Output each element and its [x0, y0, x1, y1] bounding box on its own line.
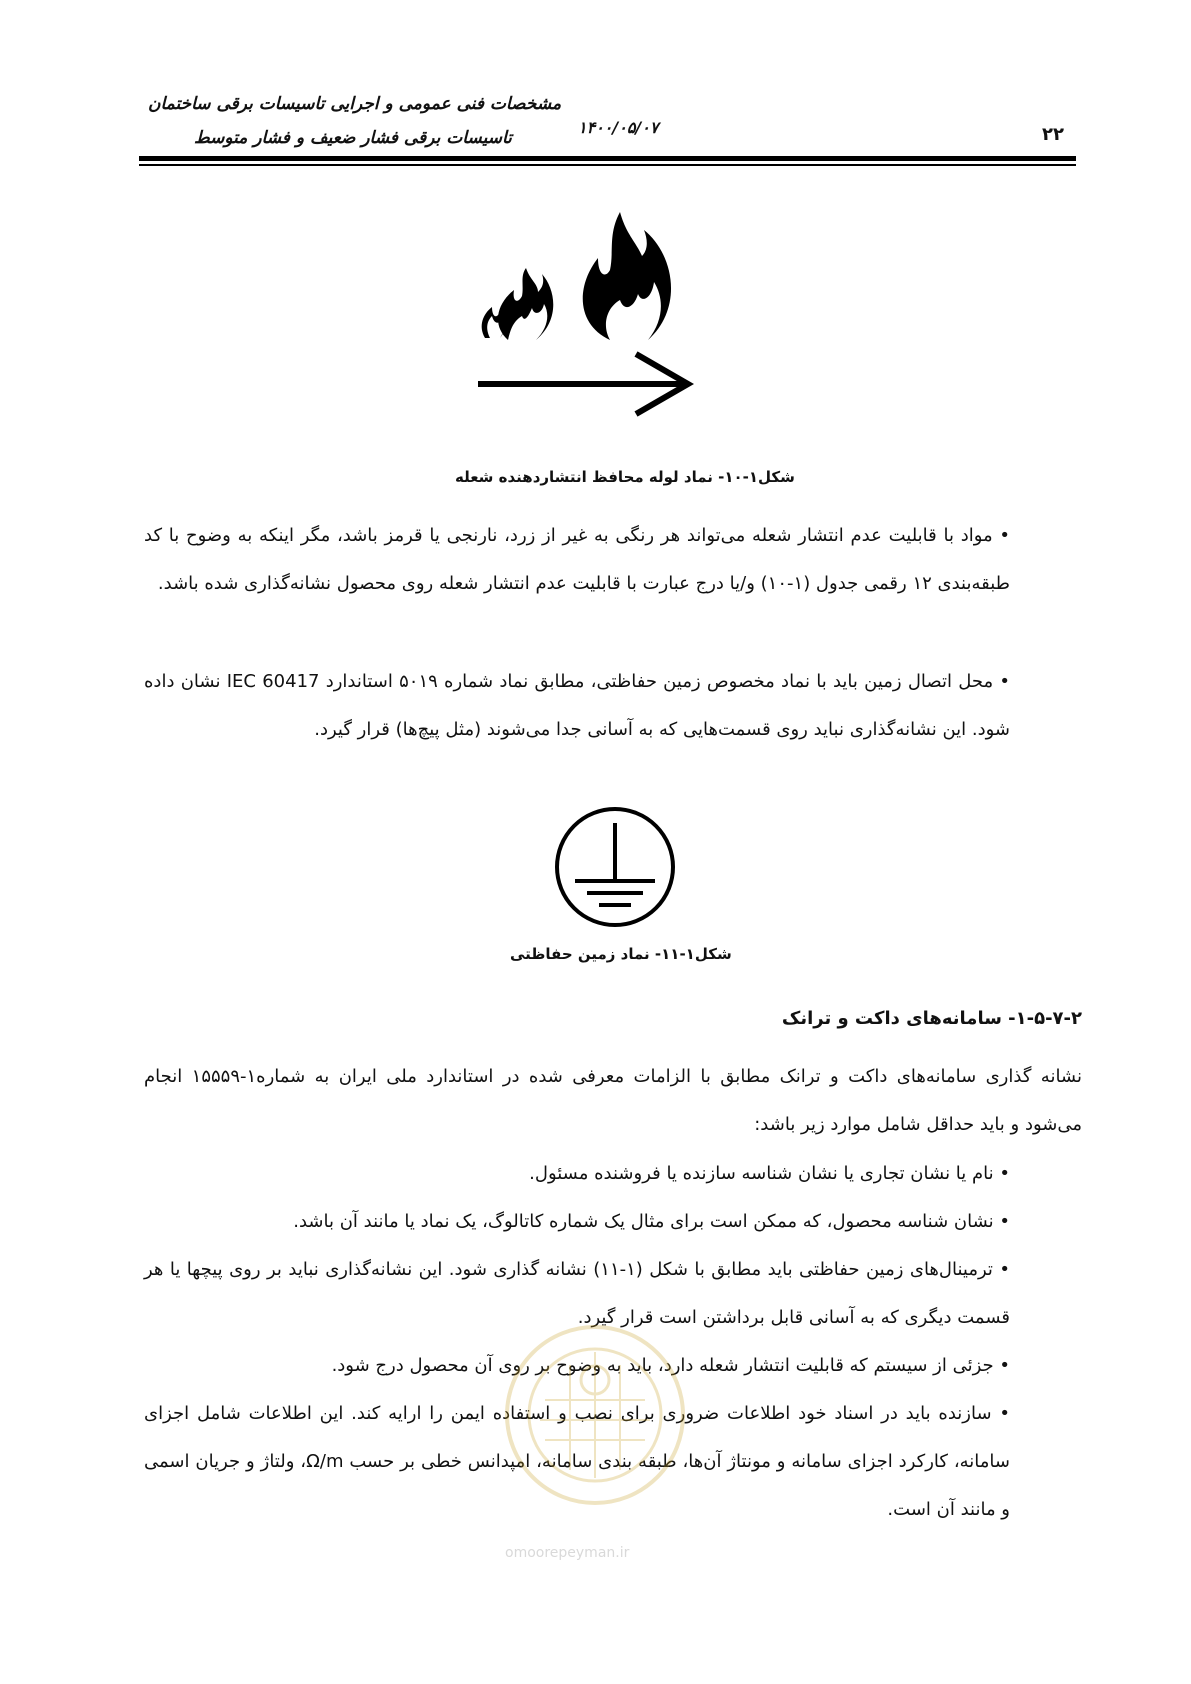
header-title-line1: مشخصات فنی عمومی و اجرایی تاسیسات برقی ساختمان — [148, 94, 562, 114]
flame-bullet-paragraph: • مواد با قابلیت عدم انتشار شعله می‌تواند هر رنگی به غیر از زرد، نارنجی یا قرمز باشد، مگر اینکه به وضوح با کد طبقه‌بندی ۱۲ رقمی جدول (۱-۱۰) و/یا درج عبارت با قابلیت عدم انتشار شعله روی محصول نشانه‌گذاری شده باشد. — [144, 525, 1010, 594]
earth-bullet-paragraph: • محل اتصال زمین باید با نماد مخصوص زمین حفاظتی، مطابق نماد شماره ۵۰۱۹ استاندارد IEC 60417 نشان داده شود. این نشانه‌گذاری نباید روی قسمت‌هایی که به آسانی جدا می‌شوند (مثل پیچ‌ها) قرار گیرد. — [144, 671, 1010, 740]
flame-propagating-conduit-symbol-icon — [478, 212, 758, 452]
header-title-line2: تاسیسات برقی فشار ضعیف و فشار متوسط — [194, 128, 512, 148]
header-date: ۱۴۰۰/۰۵/۰۷ — [578, 118, 659, 137]
list-item: • نشان شناسه محصول، که ممکن است برای مثال یک شماره کاتالوگ، یک نماد یا مانند آن باشد. — [293, 1211, 1010, 1232]
header-rule-thick — [139, 156, 1076, 161]
figure-10-caption: شکل۱-۱۰- نماد لوله محافظ انتشاردهنده شعله — [455, 468, 795, 486]
list-item: • ترمینال‌های زمین حفاظتی باید مطابق با شکل (۱-۱۱) نشانه گذاری شود. این نشانه‌گذاری نباید بر روی پیچها یا هر قسمت دیگری که به آسانی قابل برداشتن است قرار گیرد. — [144, 1259, 1010, 1328]
figure-11-caption: شکل۱-۱۱- نماد زمین حفاظتی — [510, 945, 732, 963]
medium-flame-icon — [498, 268, 553, 340]
protective-earth-symbol-icon — [553, 805, 677, 929]
section-intro-paragraph: نشانه گذاری سامانه‌های داکت و ترانک مطابق با الزامات معرفی شده در استاندارد ملی ایران به شماره۱-۱۵۵۵۹ انجام می‌شود و باید حداقل شامل موارد زیر باشد: — [144, 1066, 1083, 1135]
list-item: • سازنده باید در اسناد خود اطلاعات ضروری برای نصب و استفاده ایمن را ارایه کند. این اطلاعات شامل اجزای سامانه، کارکرد اجزای سامانه و مونتاژ آن‌ها، طبقه بندی سامانه، امپدانس خطی بر حسب Ω/m، ولتاژ و جریان اسمی و مانند آن است. — [144, 1403, 1010, 1520]
header-rule-thin — [139, 164, 1076, 166]
page-number: ۲۲ — [1042, 124, 1064, 145]
watermark-site: omoorepeyman.ir — [505, 1545, 630, 1561]
large-flame-icon — [583, 212, 671, 340]
omoorepeyman-seal-icon — [500, 1320, 690, 1510]
list-item: • جزئی از سیستم که قابلیت انتشار شعله دارد، باید به وضوح بر روی آن محصول درج شود. — [331, 1355, 1010, 1376]
section-heading: ۱-۵-۷-۲- سامانه‌های داکت و ترانک — [781, 1008, 1082, 1029]
list-item: • نام یا نشان تجاری یا نشان شناسه سازنده یا فروشنده مسئول. — [529, 1163, 1010, 1184]
